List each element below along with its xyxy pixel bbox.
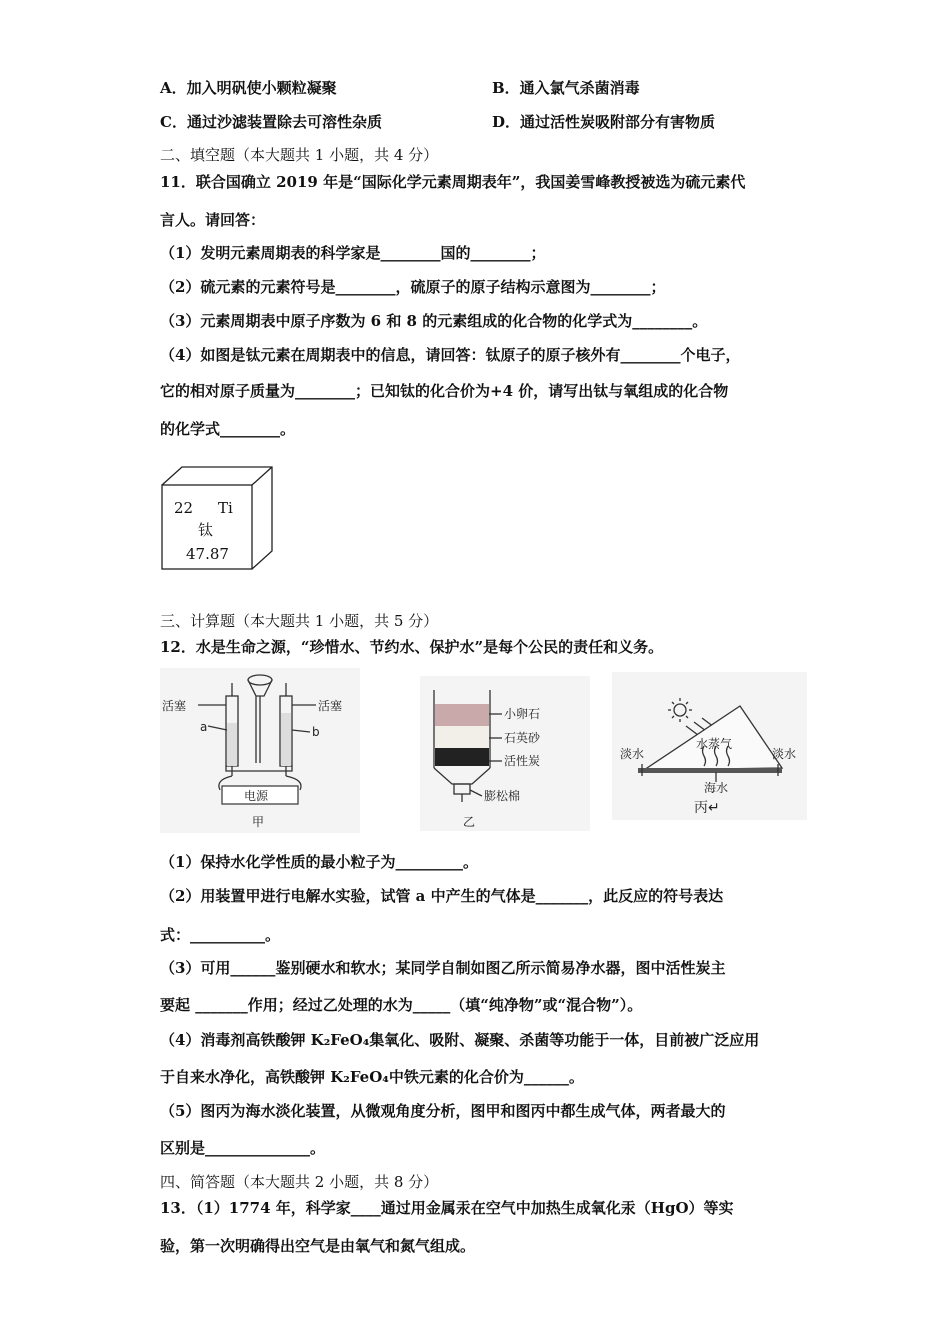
q11-part4-line3: 的化学式________。 <box>160 420 296 438</box>
q12-part4-line1: （4）消毒剂高铁酸钾 K₂FeO₄集氧化、吸附、凝聚、杀菌等功能于一体，目前被广泛应用 <box>160 1031 760 1049</box>
q12-part3-line1: （3）可用______鉴别硬水和软水；某同学自制如图乙所示简易净水器，图中活性炭主 <box>160 959 726 977</box>
element-number: 22 <box>174 499 194 517</box>
q11-part4-line1: （4）如图是钛元素在周期表中的信息，请回答：钛原子的原子核外有________个电子， <box>160 346 741 364</box>
label-tube-b: b <box>312 725 320 739</box>
caption-yi: 乙 <box>463 815 476 829</box>
label-sand: 石英砂 <box>504 731 541 745</box>
q11-part3: （3）元素周期表中原子序数为 6 和 8 的元素组成的化合物的化学式为________。 <box>160 312 708 330</box>
label-cotton: 膨松棉 <box>484 789 521 803</box>
label-carbon: 活性炭 <box>504 754 541 768</box>
q12-part1: （1）保持水化学性质的最小粒子为_________。 <box>160 853 478 871</box>
label-fresh-right: 淡水 <box>772 747 797 761</box>
choice-d: D．通过活性炭吸附部分有害物质 <box>492 113 716 131</box>
q12-part2-line1: （2）用装置甲进行电解水实验，试管 a 中产生的气体是_______，此反应的符号表达 <box>160 887 724 905</box>
q11-part2: （2）硫元素的元素符号是________，硫原子的原子结构示意图为________； <box>160 278 666 296</box>
label-stopper-right: 活塞 <box>318 699 343 713</box>
q12-stem: 12．水是生命之源，“珍惜水、节约水、保护水”是每个公民的责任和义务。 <box>160 638 664 656</box>
section2-heading: 二、填空题（本大题共 1 小题，共 4 分） <box>160 146 439 164</box>
q13-line2: 验，第一次明确得出空气是由氧气和氮气组成。 <box>160 1237 476 1255</box>
choice-c: C．通过沙滤装置除去可溶性杂质 <box>160 113 382 131</box>
q11-line1: 11．联合国确立 2019 年是“国际化学元素周期表年”，我国姜雪峰教授被选为硫元素代 <box>160 173 746 191</box>
element-symbol: Ti <box>218 499 233 517</box>
q11-part4-line2: 它的相对原子质量为________；已知钛的化合价为+4 价，请写出钛与氧组成的化合物 <box>160 382 729 400</box>
element-name: 钛 <box>198 521 214 539</box>
label-vapor: 水蒸气 <box>696 737 733 751</box>
q11-line2: 言人。请回答： <box>160 211 266 229</box>
section4-heading: 四、简答题（本大题共 2 小题，共 8 分） <box>160 1173 439 1191</box>
label-pebble: 小卵石 <box>504 707 541 721</box>
section3-heading: 三、计算题（本大题共 1 小题，共 5 分） <box>160 612 439 630</box>
label-fresh-left: 淡水 <box>620 747 645 761</box>
element-mass: 47.87 <box>186 545 229 563</box>
figure-desalination <box>612 672 807 820</box>
label-sea: 海水 <box>704 781 729 795</box>
choice-a: A．加入明矾使小颗粒凝聚 <box>160 79 337 97</box>
label-tube-a: a <box>200 720 208 734</box>
figure-water-purifier <box>420 676 590 831</box>
q12-part4-line2: 于自来水净化，高铁酸钾 K₂FeO₄中铁元素的化合价为______。 <box>160 1068 584 1086</box>
q11-part1: （1）发明元素周期表的科学家是________国的________； <box>160 244 546 262</box>
q13-line1: 13．（1）1774 年，科学家____通过用金属汞在空气中加热生成氧化汞（HgO）等实 <box>160 1199 734 1217</box>
label-stopper-left: 活塞 <box>162 699 187 713</box>
label-power: 电源 <box>244 789 269 803</box>
q12-part5-line2: 区别是______________。 <box>160 1139 326 1157</box>
caption-bing: 丙↵ <box>694 800 720 816</box>
q12-part5-line1: （5）图丙为海水淡化装置，从微观角度分析，图甲和图丙中都生成气体，两者最大的 <box>160 1102 726 1120</box>
figure-electrolysis <box>160 668 360 833</box>
caption-jia: 甲 <box>252 815 265 829</box>
q12-part3-line2: 要起 _______作用；经过乙处理的水为_____（填“纯净物”或“混合物”）。 <box>160 996 643 1014</box>
q12-part2-line2: 式：__________。 <box>160 926 281 944</box>
choice-b: B．通入氯气杀菌消毒 <box>492 79 640 97</box>
